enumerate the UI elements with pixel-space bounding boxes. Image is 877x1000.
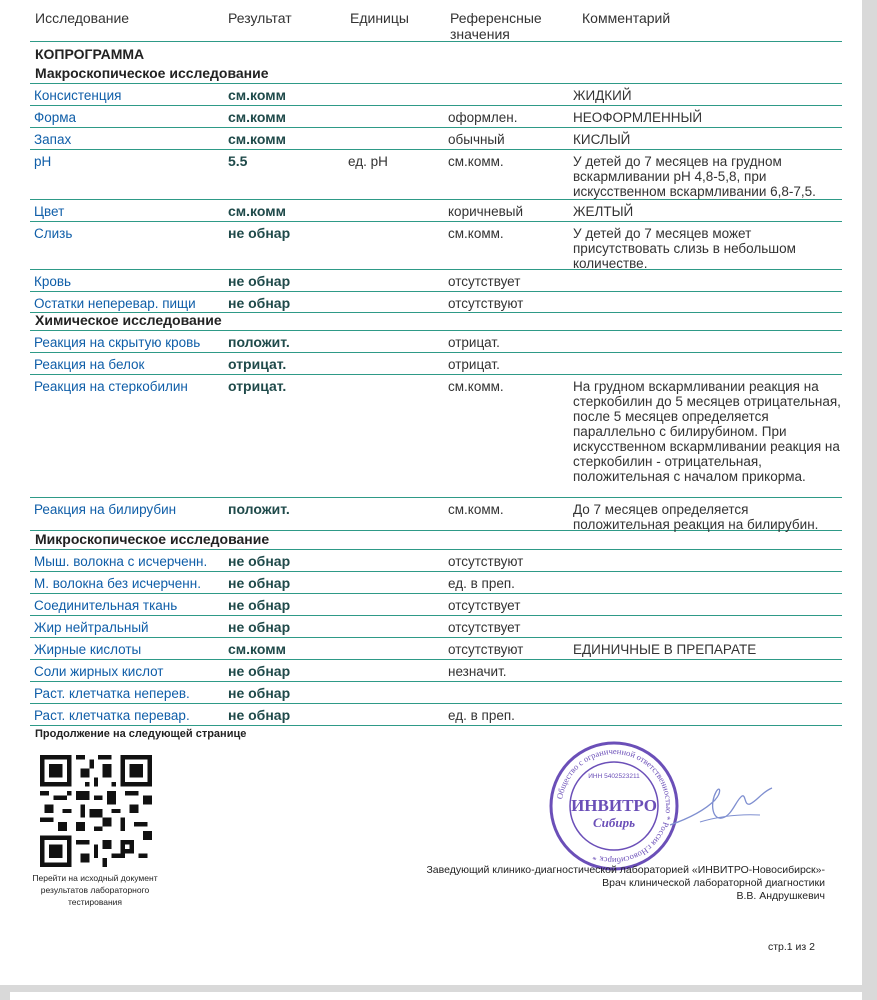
header-reference-line1: Референсные — [450, 10, 542, 26]
section-chemical: Химическое исследование — [35, 312, 222, 328]
table-row — [30, 331, 842, 353]
row-name: Запах — [34, 132, 72, 147]
row-name: Консистенция — [34, 88, 122, 103]
row-name: Реакция на скрытую кровь — [34, 335, 201, 350]
row-name: Реакция на стеркобилин — [34, 379, 188, 394]
row-reference: отсутствует — [448, 598, 521, 613]
row-result: положит. — [228, 501, 290, 517]
sign-line-1: Заведующий клинико-диагностической лабораторией «ИНВИТРО-Новосибирск»- — [426, 864, 825, 876]
table-row — [30, 200, 842, 222]
header-reference — [450, 10, 542, 42]
table-row — [30, 616, 842, 638]
row-comment: У детей до 7 месяцев на грудном вскармливании pH 4,8-5,8, при искусственном вскармливании 6,8-7,5. — [573, 154, 816, 199]
row-name: Соли жирных кислот — [34, 664, 164, 679]
table-row — [30, 682, 842, 704]
row-result: не обнар — [228, 273, 291, 289]
header-reference-line2: значения — [450, 26, 510, 42]
row-comment: НЕОФОРМЛЕННЫЙ — [573, 110, 703, 125]
row-result: не обнар — [228, 597, 291, 613]
row-result: не обнар — [228, 225, 291, 241]
table-row — [30, 498, 842, 531]
row-unit: ед. pH — [348, 154, 388, 169]
row-reference: отрицат. — [448, 335, 500, 350]
sign-line-2: Врач клинической лабораторной диагностики — [602, 877, 825, 889]
row-result: см.комм — [228, 203, 286, 219]
row-result: не обнар — [228, 553, 291, 569]
row-comment: На грудном вскармливании реакция на стеркобилин до 5 месяцев отрицательная, после 5 месяцев определяется параллельно с билирубином. При искусственном вскармливании реакция на стеркобилин - отрицательная, положительная с началом прикорма. — [573, 379, 841, 484]
table-row — [30, 550, 842, 572]
row-reference: см.комм. — [448, 502, 504, 517]
row-name: Кровь — [34, 274, 72, 289]
row-name: Слизь — [34, 226, 73, 241]
signature-block — [426, 864, 825, 903]
section-coprogram: КОПРОГРАММА — [35, 46, 145, 62]
qr-code[interactable] — [40, 755, 152, 867]
table-row — [30, 270, 842, 292]
row-result: не обнар — [228, 707, 291, 723]
row-result: не обнар — [228, 575, 291, 591]
continued-note: Продолжение на следующей странице — [35, 728, 247, 740]
row-result: положит. — [228, 334, 290, 350]
row-result: см.комм — [228, 109, 286, 125]
row-name: pH — [34, 154, 52, 169]
row-name: Форма — [34, 110, 77, 125]
row-reference: отсутствуют — [448, 296, 524, 311]
table-row — [30, 84, 842, 106]
row-result: не обнар — [228, 619, 291, 635]
table-row — [30, 375, 842, 498]
header-units: Единицы — [350, 10, 409, 26]
table-row — [30, 150, 842, 200]
row-reference: отсутствуют — [448, 642, 524, 657]
row-reference: см.комм. — [448, 226, 504, 241]
row-comment: У детей до 7 месяцев может присутствовать слизь в небольшом количестве. — [573, 226, 796, 271]
row-comment: КИСЛЫЙ — [573, 132, 631, 147]
viewer-margin-right — [862, 0, 877, 1000]
stamp-ring-text: Общество с ограниченной ответственностью * Россия г.Новосибирск * — [554, 745, 675, 867]
row-reference: отсутствует — [448, 620, 521, 635]
table-row — [30, 353, 842, 375]
table-row — [30, 704, 842, 726]
row-result: отрицат. — [228, 356, 287, 372]
qr-caption: Перейти на исходный документ результатов лабораторного тестирования — [32, 873, 158, 907]
row-name: Жирные кислоты — [34, 642, 142, 657]
table-row — [30, 572, 842, 594]
row-comment: ЖЕЛТЫЙ — [573, 204, 634, 219]
row-reference: обычный — [448, 132, 505, 147]
row-reference: отрицат. — [448, 357, 500, 372]
row-comment: До 7 месяцев определяется положительная реакция на билирубин. — [573, 502, 819, 532]
row-result: отрицат. — [228, 378, 287, 394]
row-reference: ед. в преп. — [448, 576, 515, 591]
row-comment: ЖИДКИЙ — [573, 88, 632, 103]
page-number: стр.1 из 2 — [767, 941, 815, 953]
sign-line-3: В.В. Андрушкевич — [736, 890, 825, 902]
row-name: Цвет — [34, 204, 65, 219]
header-comment: Комментарий — [582, 10, 671, 26]
table-row — [30, 638, 842, 660]
signature — [660, 770, 780, 840]
row-reference: отсутствует — [448, 274, 521, 289]
row-result: 5.5 — [228, 153, 248, 169]
section-microscopic: Микроскопическое исследование — [35, 531, 270, 547]
row-name: Раст. клетчатка неперев. — [34, 686, 190, 701]
next-page-preview — [10, 992, 862, 1000]
row-reference: см.комм. — [448, 379, 504, 394]
row-name: Мыш. волокна с исчерченн. — [34, 554, 208, 569]
row-name: Остатки неперевар. пищи — [34, 296, 196, 311]
row-name: Реакция на белок — [34, 357, 145, 372]
row-result: не обнар — [228, 663, 291, 679]
table-row — [30, 106, 842, 128]
row-reference: см.комм. — [448, 154, 504, 169]
row-reference: ед. в преп. — [448, 708, 515, 723]
row-reference: коричневый — [448, 204, 524, 219]
row-result: см.комм — [228, 87, 286, 103]
row-name: Жир нейтральный — [34, 620, 149, 635]
table-row — [30, 660, 842, 682]
stamp-inn: ИНН 5402523211 — [588, 773, 640, 780]
stamp-title: ИНВИТРО — [571, 796, 657, 815]
table-row — [30, 594, 842, 616]
header-divider — [30, 41, 842, 42]
row-result: см.комм — [228, 641, 286, 657]
row-reference: оформлен. — [448, 110, 518, 125]
header-study: Исследование — [35, 10, 130, 26]
table-row — [30, 222, 842, 270]
row-reference: отсутствуют — [448, 554, 524, 569]
row-name: Соединительная ткань — [34, 598, 178, 613]
stamp-subtitle: Сибирь — [592, 815, 636, 830]
row-result: см.комм — [228, 131, 286, 147]
row-comment: ЕДИНИЧНЫЕ В ПРЕПАРАТЕ — [573, 642, 757, 657]
row-name: Реакция на билирубин — [34, 502, 177, 517]
section-macroscopic: Макроскопическое исследование — [35, 65, 269, 81]
row-result: не обнар — [228, 685, 291, 701]
row-name: Раст. клетчатка перевар. — [34, 708, 190, 723]
table-row — [30, 128, 842, 150]
row-result: не обнар — [228, 295, 291, 311]
header-result: Результат — [228, 10, 292, 26]
row-reference: незначит. — [448, 664, 507, 679]
row-name: М. волокна без исчерченн. — [34, 576, 201, 591]
